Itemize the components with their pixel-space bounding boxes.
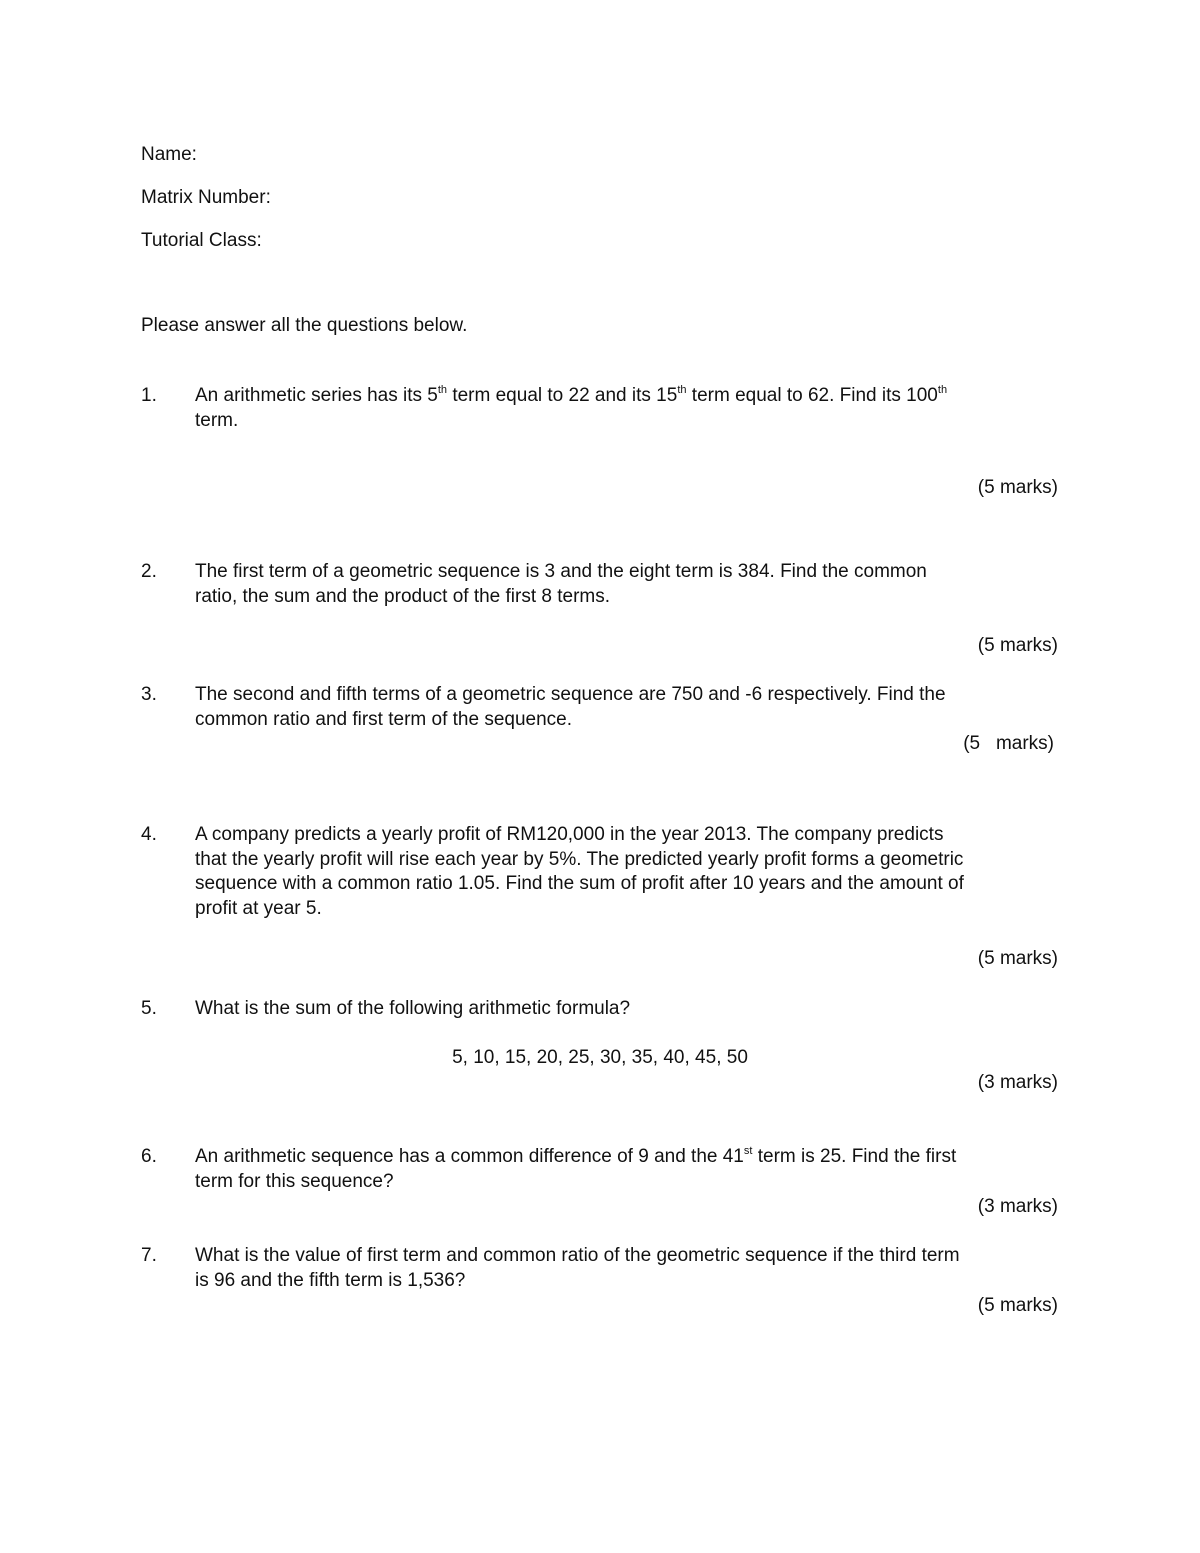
question-6-line-1: An arithmetic sequence has a common difference of 9 and the 41st term is 25. Find the first: [195, 1145, 957, 1167]
question-1-marks: (5 marks): [977, 477, 1058, 498]
question-5-text: What is the sum of the following arithmetic formula?: [195, 998, 631, 1019]
question-5-sequence: 5, 10, 15, 20, 25, 30, 35, 40, 45, 50: [452, 1047, 748, 1068]
question-5-number: 5.: [141, 998, 157, 1019]
question-3-text: The second and fifth terms of a geometric sequence are 750 and -6 respectively. Find the common ratio and first term of the sequence.: [195, 684, 946, 730]
question-6-number: 6.: [141, 1146, 157, 1167]
question-7-text: What is the value of first term and common ratio of the geometric sequence if the third term is 96 and the fifth term is 1,536?: [195, 1245, 960, 1291]
question-6-text: [195, 1145, 1063, 1194]
question-1-line-1: An arithmetic series has its 5th term equal to 22 and its 15th term equal to 62. Find its 100th: [195, 384, 948, 406]
question-2-text: The first term of a geometric sequence is 3 and the eight term is 384. Find the common ratio, the sum and the product of the first 8 terms.: [195, 561, 927, 607]
matrix-number-label: Matrix Number:: [141, 187, 271, 208]
question-3-number: 3.: [141, 684, 157, 705]
question-1-number: 1.: [141, 385, 157, 406]
question-6-line-2: term for this sequence?: [195, 1170, 394, 1192]
question-3-marks: (5 marks): [963, 733, 1054, 754]
question-2-number: 2.: [141, 561, 157, 582]
question-7-marks: (5 marks): [977, 1295, 1058, 1316]
question-7-number: 7.: [141, 1245, 157, 1266]
instruction-text: Please answer all the questions below.: [141, 315, 468, 336]
question-5-marks: (3 marks): [977, 1072, 1058, 1093]
question-4-text: A company predicts a yearly profit of RM120,000 in the year 2013. The company predicts that the yearly profit will rise each year by 5%. The predicted yearly profit forms a geometric sequence with a common ratio 1.05. Find the sum of profit after 10 years and the amount of profit at year 5.: [195, 824, 964, 919]
question-4-number: 4.: [141, 824, 157, 845]
name-label: Name:: [141, 144, 197, 165]
question-1-text: [195, 384, 1063, 433]
question-1-line-2: term.: [195, 409, 239, 431]
question-4-marks: (5 marks): [977, 948, 1058, 969]
question-6-marks: (3 marks): [977, 1196, 1058, 1217]
question-2-marks: (5 marks): [977, 635, 1058, 656]
tutorial-class-label: Tutorial Class:: [141, 230, 262, 251]
